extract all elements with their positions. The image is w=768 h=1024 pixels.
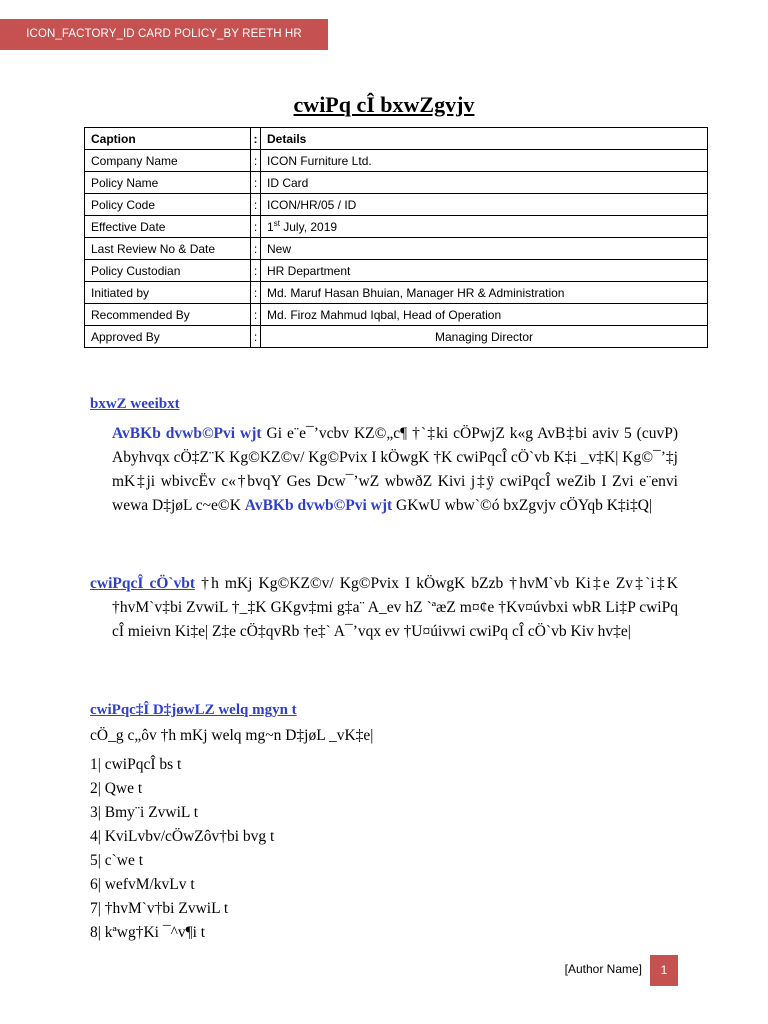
intro-text-part2: GKwU wbw`©ó bxZgvjv cÖYqb K‡i‡Q| (392, 497, 653, 514)
section-heading-policy-intro: bxwZ weeibxt (90, 396, 180, 412)
id-card-issue-text: †h mKj Kg©KZ©v/ Kg©Pvix I kÖwgK bZzb †hvM`vb Ki‡e Zv‡`i‡K †hvM`v‡bi ZvwiL †_‡K GKgv‡mi g‡a¨ A_ev hZ `ªæZ m¤¢e †Kv¤úvbxi wbR Li‡P cwiPq cÎ mieivn Ki‡e| Z‡e cÖ‡qvRb †e‡` A¯’vqx ev †U¤úivwi cwiPq cÎ cÖ`vb Kiv hv‡e| (112, 575, 678, 640)
list-item: 3| Bmy¨i ZvwiL t (90, 804, 199, 821)
row-detail: Managing Director (261, 326, 708, 348)
header-details: Details (261, 128, 708, 150)
intro-text-part1: Gi e¨e¯’vcbv KZ©„c¶ †`‡ki cÖPwjZ k«g AvB‡bi aviv 5 (cuvP) Abyhvqx cÖ‡Z¨K Kg©KZ©v/ Kg©Pvix I kÖwgK †K cwiPqcÎ cÖ`vb K‡i _v‡K| Kg©¯’‡j mK‡ji wbivcËv c«†bvqY Ges Dcw¯’wZ wbwðZ Kivi j‡ÿ cwiPqcÎ weZib I Zvi e¨envi wewa D‡jøL c~e©K (112, 425, 678, 514)
row-caption: Approved By (85, 326, 251, 348)
company-name-emphasis: AvBKb dvwb©Pvi wjt (244, 497, 393, 514)
row-caption: Initiated by (85, 282, 251, 304)
table-row (85, 172, 708, 194)
header-caption: Caption (85, 128, 251, 150)
table-row (85, 326, 708, 348)
list-item: 8| kªwg†Ki ¯^v¶i t (90, 924, 206, 941)
row-caption: Last Review No & Date (85, 238, 251, 260)
date-day: 1 (267, 219, 274, 234)
row-detail: ICON/HR/05 / ID (261, 194, 708, 216)
row-separator: : (251, 260, 261, 282)
date-rest: July, 2019 (279, 219, 338, 234)
document-title: cwiPq cÎ bxwZgvjv (293, 92, 475, 117)
page-number-badge (650, 955, 678, 986)
row-detail: New (261, 238, 708, 260)
row-caption: Company Name (85, 150, 251, 172)
policy-info-table (84, 127, 708, 348)
list-item: 4| KviLvbv/cÖwZôv†bi bvg t (90, 828, 275, 845)
row-separator: : (251, 326, 261, 348)
row-caption: Recommended By (85, 304, 251, 326)
company-name-emphasis: AvBKb dvwb©Pvi wjt (112, 425, 262, 442)
list-item: 7| †hvM`v†bi ZvwiL t (90, 900, 229, 917)
id-card-issue-heading: cwiPqcÎ cÖ`vbt (90, 575, 196, 592)
id-card-issue-paragraph (90, 572, 678, 644)
page-number: 1 (660, 963, 668, 977)
id-contents-intro: cÖ_g c„ôv †h mKj welq mg~n D‡jøL _vK‡e| (90, 727, 374, 744)
table-header-row (85, 128, 708, 150)
section-heading-id-contents: cwiPqc‡Î D‡jøwLZ welq mgyn t (90, 702, 297, 718)
header-separator: : (251, 128, 261, 150)
list-item: 6| wefvM/kvLv t (90, 876, 195, 893)
date-ordinal: st (273, 218, 280, 228)
row-caption: Policy Code (85, 194, 251, 216)
row-separator: : (251, 194, 261, 216)
table-row (85, 260, 708, 282)
list-item: 2| Qwe t (90, 780, 143, 797)
table-row (85, 194, 708, 216)
row-separator: : (251, 282, 261, 304)
table-row (85, 282, 708, 304)
row-detail: Md. Maruf Hasan Bhuian, Manager HR & Administration (261, 282, 708, 304)
row-caption: Effective Date (85, 216, 251, 238)
row-separator: : (251, 150, 261, 172)
header-tab-label: ICON_FACTORY_ID CARD POLICY_BY REETH HR (26, 28, 302, 40)
row-detail: HR Department (261, 260, 708, 282)
id-contents-list (90, 753, 274, 945)
row-caption: Policy Name (85, 172, 251, 194)
row-caption: Policy Custodian (85, 260, 251, 282)
row-detail: Md. Firoz Mahmud Iqbal, Head of Operation (261, 304, 708, 326)
list-item: 1| cwiPqcÎ bs t (90, 756, 182, 773)
policy-intro-paragraph (112, 422, 678, 518)
row-separator: : (251, 238, 261, 260)
row-separator: : (251, 216, 261, 238)
footer-author: [Author Name] (564, 962, 642, 976)
document-header-tab (0, 19, 328, 50)
table-row (85, 150, 708, 172)
row-detail: ID Card (261, 172, 708, 194)
row-detail (261, 216, 708, 238)
row-separator: : (251, 172, 261, 194)
table-row (85, 238, 708, 260)
list-item: 5| c`we t (90, 852, 144, 869)
table-row (85, 304, 708, 326)
table-row (85, 216, 708, 238)
row-separator: : (251, 304, 261, 326)
row-detail: ICON Furniture Ltd. (261, 150, 708, 172)
